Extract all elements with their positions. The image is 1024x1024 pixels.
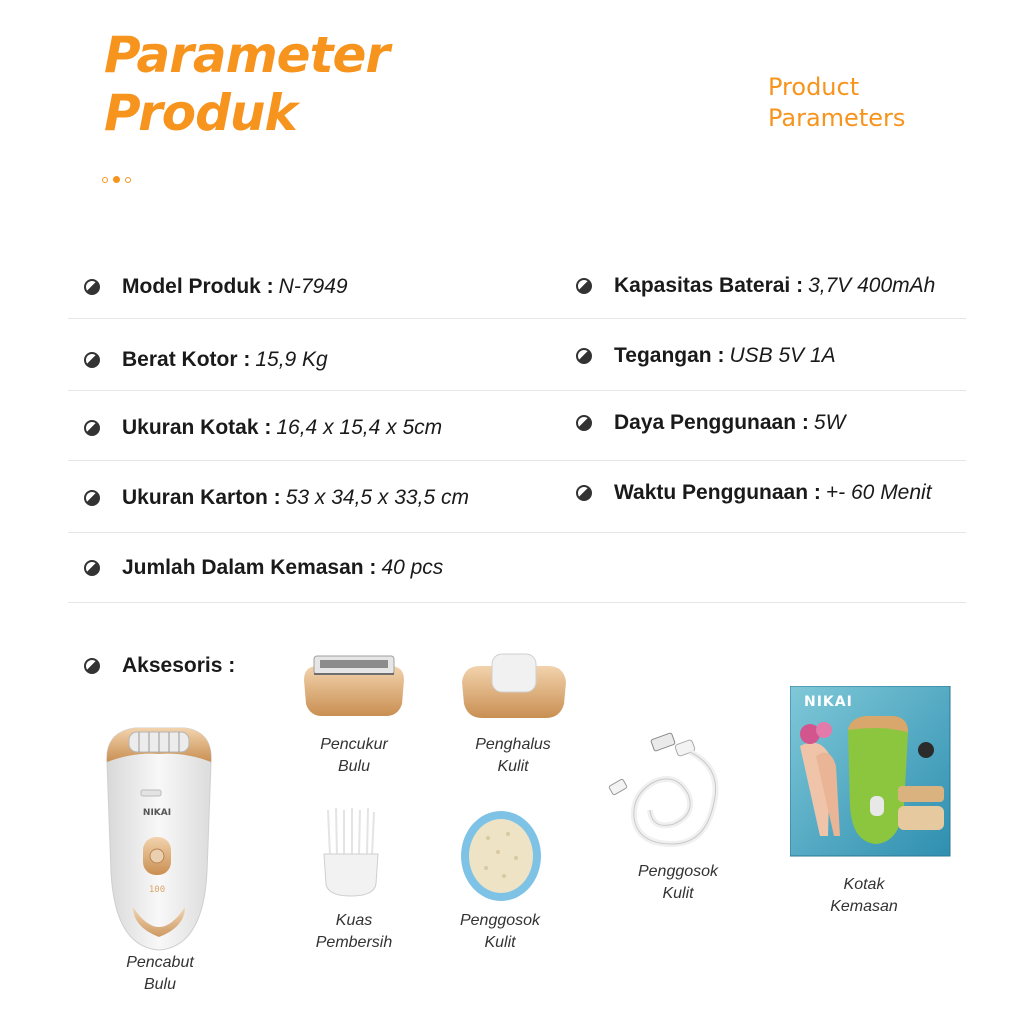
spec-pack-qty — [84, 556, 443, 580]
smoother-head-image — [456, 652, 572, 720]
bullet-icon — [576, 415, 592, 431]
spec-value: 40 pcs — [381, 556, 444, 579]
subtitle-line-2: Parameters — [768, 104, 906, 132]
spec-value: +- 60 Menit — [825, 481, 932, 504]
scrub-pad-image — [458, 808, 544, 904]
caption-scrub-pad: Penggosok Kulit — [459, 912, 541, 951]
spec-value: 53 x 34,5 x 33,5 cm — [285, 486, 469, 509]
spec-carton-size — [84, 486, 469, 510]
bullet-icon — [84, 420, 100, 436]
divider — [68, 460, 966, 461]
spec-usage-time — [576, 481, 932, 505]
spec-weight — [84, 348, 328, 372]
spec-label: Waktu Penggunaan : — [614, 481, 821, 504]
usb-cable-image — [604, 732, 726, 850]
subtitle-line-1: Product — [768, 73, 860, 101]
cleaning-brush-image — [318, 806, 384, 898]
caption-box: Kotak Kemasan — [830, 876, 898, 915]
caption-epilator: Pencabut Bulu — [126, 954, 194, 993]
title-line-1: Parameter — [104, 26, 390, 84]
spec-label: Daya Penggunaan : — [614, 411, 809, 434]
caption-shaver: Pencukur Bulu — [320, 736, 388, 775]
divider — [68, 390, 966, 391]
spec-value: 15,9 Kg — [255, 348, 328, 371]
epilator-device-image — [95, 722, 225, 954]
spec-box-size — [84, 416, 442, 440]
bullet-icon — [576, 278, 592, 294]
spec-label: Model Produk : — [122, 275, 274, 298]
spec-model — [84, 275, 348, 299]
divider — [68, 602, 966, 603]
package-box-image — [790, 686, 952, 858]
caption-brush: Kuas Pembersih — [315, 912, 393, 951]
accessories-label: Aksesoris : — [122, 654, 236, 677]
dot-icon — [113, 176, 120, 183]
bullet-icon — [84, 658, 100, 674]
page-title — [104, 26, 389, 142]
device-display: 100 — [148, 885, 166, 895]
dot-icon — [125, 177, 131, 183]
spec-label: Jumlah Dalam Kemasan : — [122, 556, 377, 579]
shaver-head-image — [298, 654, 410, 718]
bullet-icon — [84, 352, 100, 368]
page-subtitle — [768, 72, 905, 134]
dot-icon — [102, 177, 108, 183]
spec-label: Ukuran Karton : — [122, 486, 281, 509]
bullet-icon — [576, 348, 592, 364]
spec-label: Ukuran Kotak : — [122, 416, 272, 439]
spec-value: USB 5V 1A — [729, 344, 836, 367]
spec-value: 5W — [813, 411, 846, 434]
spec-voltage — [576, 344, 836, 368]
caption-smoother: Penghalus Kulit — [475, 736, 551, 775]
spec-label: Tegangan : — [614, 344, 725, 367]
box-brand: NIKAI — [804, 694, 853, 710]
spec-value: 3,7V 400mAh — [808, 274, 936, 297]
spec-label: Berat Kotor : — [122, 348, 251, 371]
bullet-icon — [84, 490, 100, 506]
divider — [68, 318, 966, 319]
accessories-heading — [84, 654, 235, 678]
title-line-2: Produk — [104, 84, 297, 142]
spec-label: Kapasitas Baterai : — [614, 274, 804, 297]
spec-value: 16,4 x 15,4 x 5cm — [276, 416, 443, 439]
bullet-icon — [576, 485, 592, 501]
spec-value: N-7949 — [278, 275, 348, 298]
bullet-icon — [84, 279, 100, 295]
caption-cable: Penggosok Kulit — [637, 863, 719, 902]
decorative-dots — [102, 176, 131, 183]
spec-battery — [576, 274, 935, 298]
divider — [68, 532, 966, 533]
device-brand: NIKAI — [142, 808, 172, 818]
spec-power — [576, 411, 845, 435]
bullet-icon — [84, 560, 100, 576]
